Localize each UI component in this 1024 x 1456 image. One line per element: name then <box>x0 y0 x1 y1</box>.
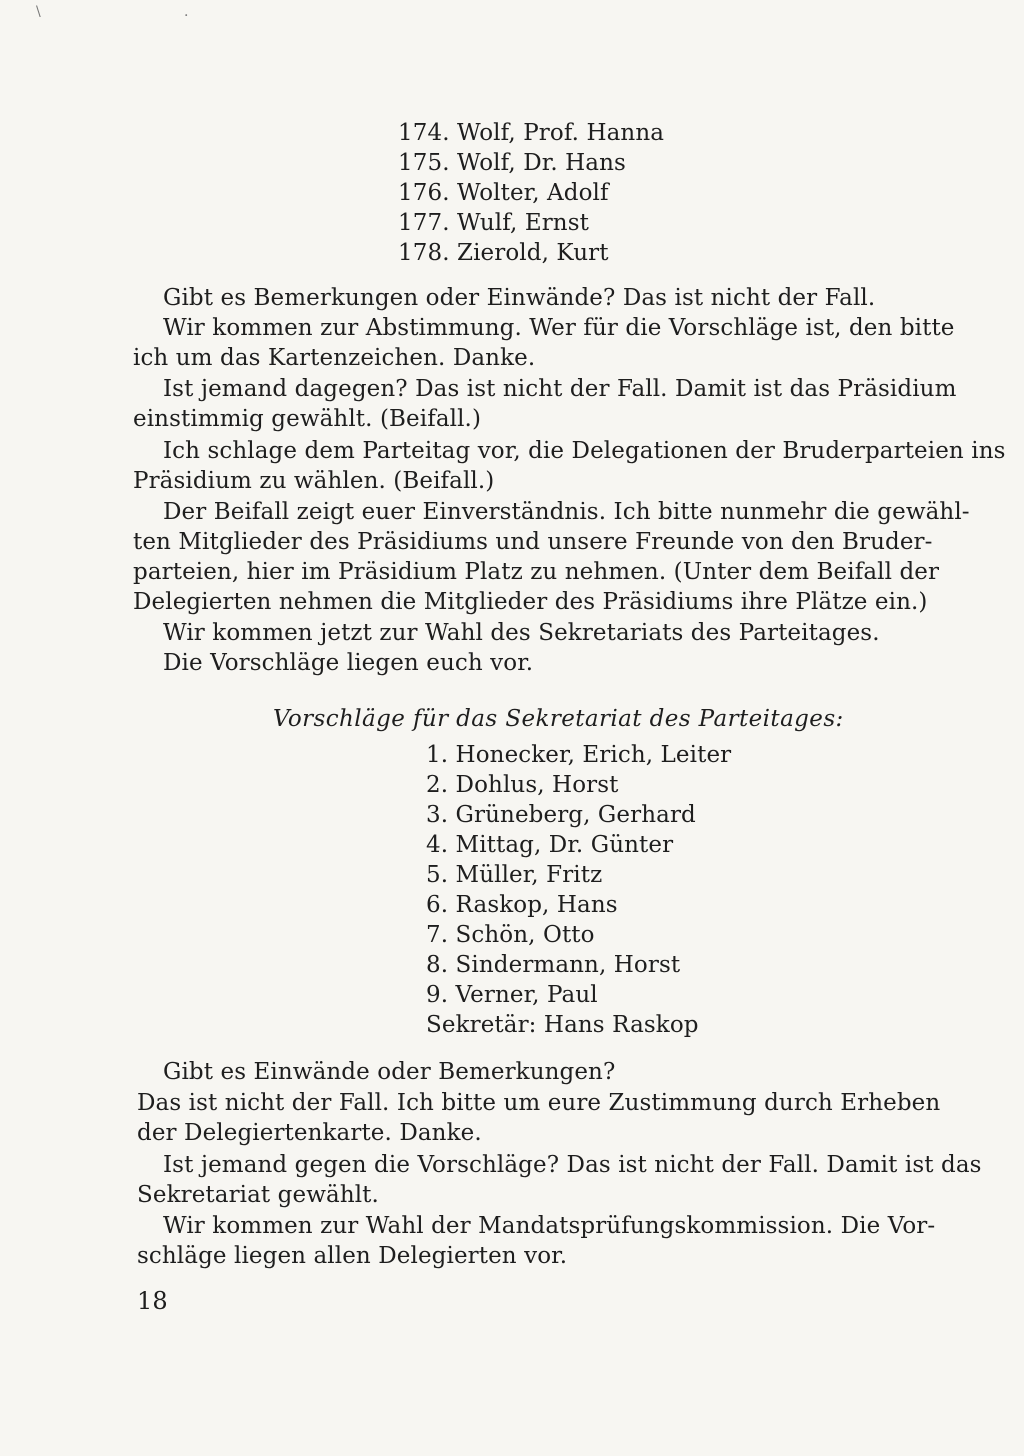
text-line: ten Mitglieder des Präsidiums und unsere Freunde von den Bruder- <box>133 529 933 555</box>
list-item: 177. Wulf, Ernst <box>398 210 589 236</box>
text-line: Ist jemand gegen die Vorschläge? Das ist nicht der Fall. Damit ist das <box>163 1152 982 1178</box>
text-line: Ist jemand dagegen? Das ist nicht der Fall. Damit ist das Präsidium <box>163 376 957 402</box>
page-number: 18 <box>137 1287 168 1315</box>
text-line: Sekretariat gewählt. <box>137 1182 379 1208</box>
list-item: 7. Schön, Otto <box>426 922 595 948</box>
list-item: 8. Sindermann, Horst <box>426 952 681 978</box>
text-line: Wir kommen zur Wahl der Mandatsprüfungskommission. Die Vor- <box>163 1213 936 1239</box>
text-line: Ich schlage dem Parteitag vor, die Delegationen der Bruderparteien ins <box>163 438 1006 464</box>
text-line: der Delegiertenkarte. Danke. <box>137 1120 482 1146</box>
list-item: 178. Zierold, Kurt <box>398 240 609 266</box>
text-line: Wir kommen zur Abstimmung. Wer für die Vorschläge ist, den bitte <box>163 315 955 341</box>
scan-mark: \ <box>36 4 41 20</box>
list-item: 1. Honecker, Erich, Leiter <box>426 742 732 768</box>
list-item: 5. Müller, Fritz <box>426 862 603 888</box>
list-item: 174. Wolf, Prof. Hanna <box>398 120 665 146</box>
text-line: parteien, hier im Präsidium Platz zu nehmen. (Unter dem Beifall der <box>133 559 940 585</box>
text-line: Präsidium zu wählen. (Beifall.) <box>133 468 495 494</box>
list-item: 2. Dohlus, Horst <box>426 772 619 798</box>
text-line: Delegierten nehmen die Mitglieder des Präsidiums ihre Plätze ein.) <box>133 589 928 615</box>
text-line: Wir kommen jetzt zur Wahl des Sekretariats des Parteitages. <box>163 620 880 646</box>
section-heading: Vorschläge für das Sekretariat des Parteitages: <box>273 706 844 732</box>
list-item: 175. Wolf, Dr. Hans <box>398 150 626 176</box>
text-line: Die Vorschläge liegen euch vor. <box>163 650 534 676</box>
scan-mark: · <box>184 8 189 24</box>
list-item: 3. Grüneberg, Gerhard <box>426 802 696 828</box>
text-line: schläge liegen allen Delegierten vor. <box>137 1243 568 1269</box>
text-line: einstimmig gewählt. (Beifall.) <box>133 406 482 432</box>
text-line: Das ist nicht der Fall. Ich bitte um eure Zustimmung durch Erheben <box>137 1090 941 1116</box>
list-item: 6. Raskop, Hans <box>426 892 618 918</box>
list-item: Sekretär: Hans Raskop <box>426 1012 699 1038</box>
text-line: Der Beifall zeigt euer Einverständnis. Ich bitte nunmehr die gewähl- <box>163 499 970 525</box>
text-line: Gibt es Bemerkungen oder Einwände? Das ist nicht der Fall. <box>163 285 876 311</box>
list-item: 9. Verner, Paul <box>426 982 598 1008</box>
list-item: 176. Wolter, Adolf <box>398 180 609 206</box>
text-line: Gibt es Einwände oder Bemerkungen? <box>163 1059 616 1085</box>
text-line: ich um das Kartenzeichen. Danke. <box>133 345 536 371</box>
list-item: 4. Mittag, Dr. Günter <box>426 832 674 858</box>
